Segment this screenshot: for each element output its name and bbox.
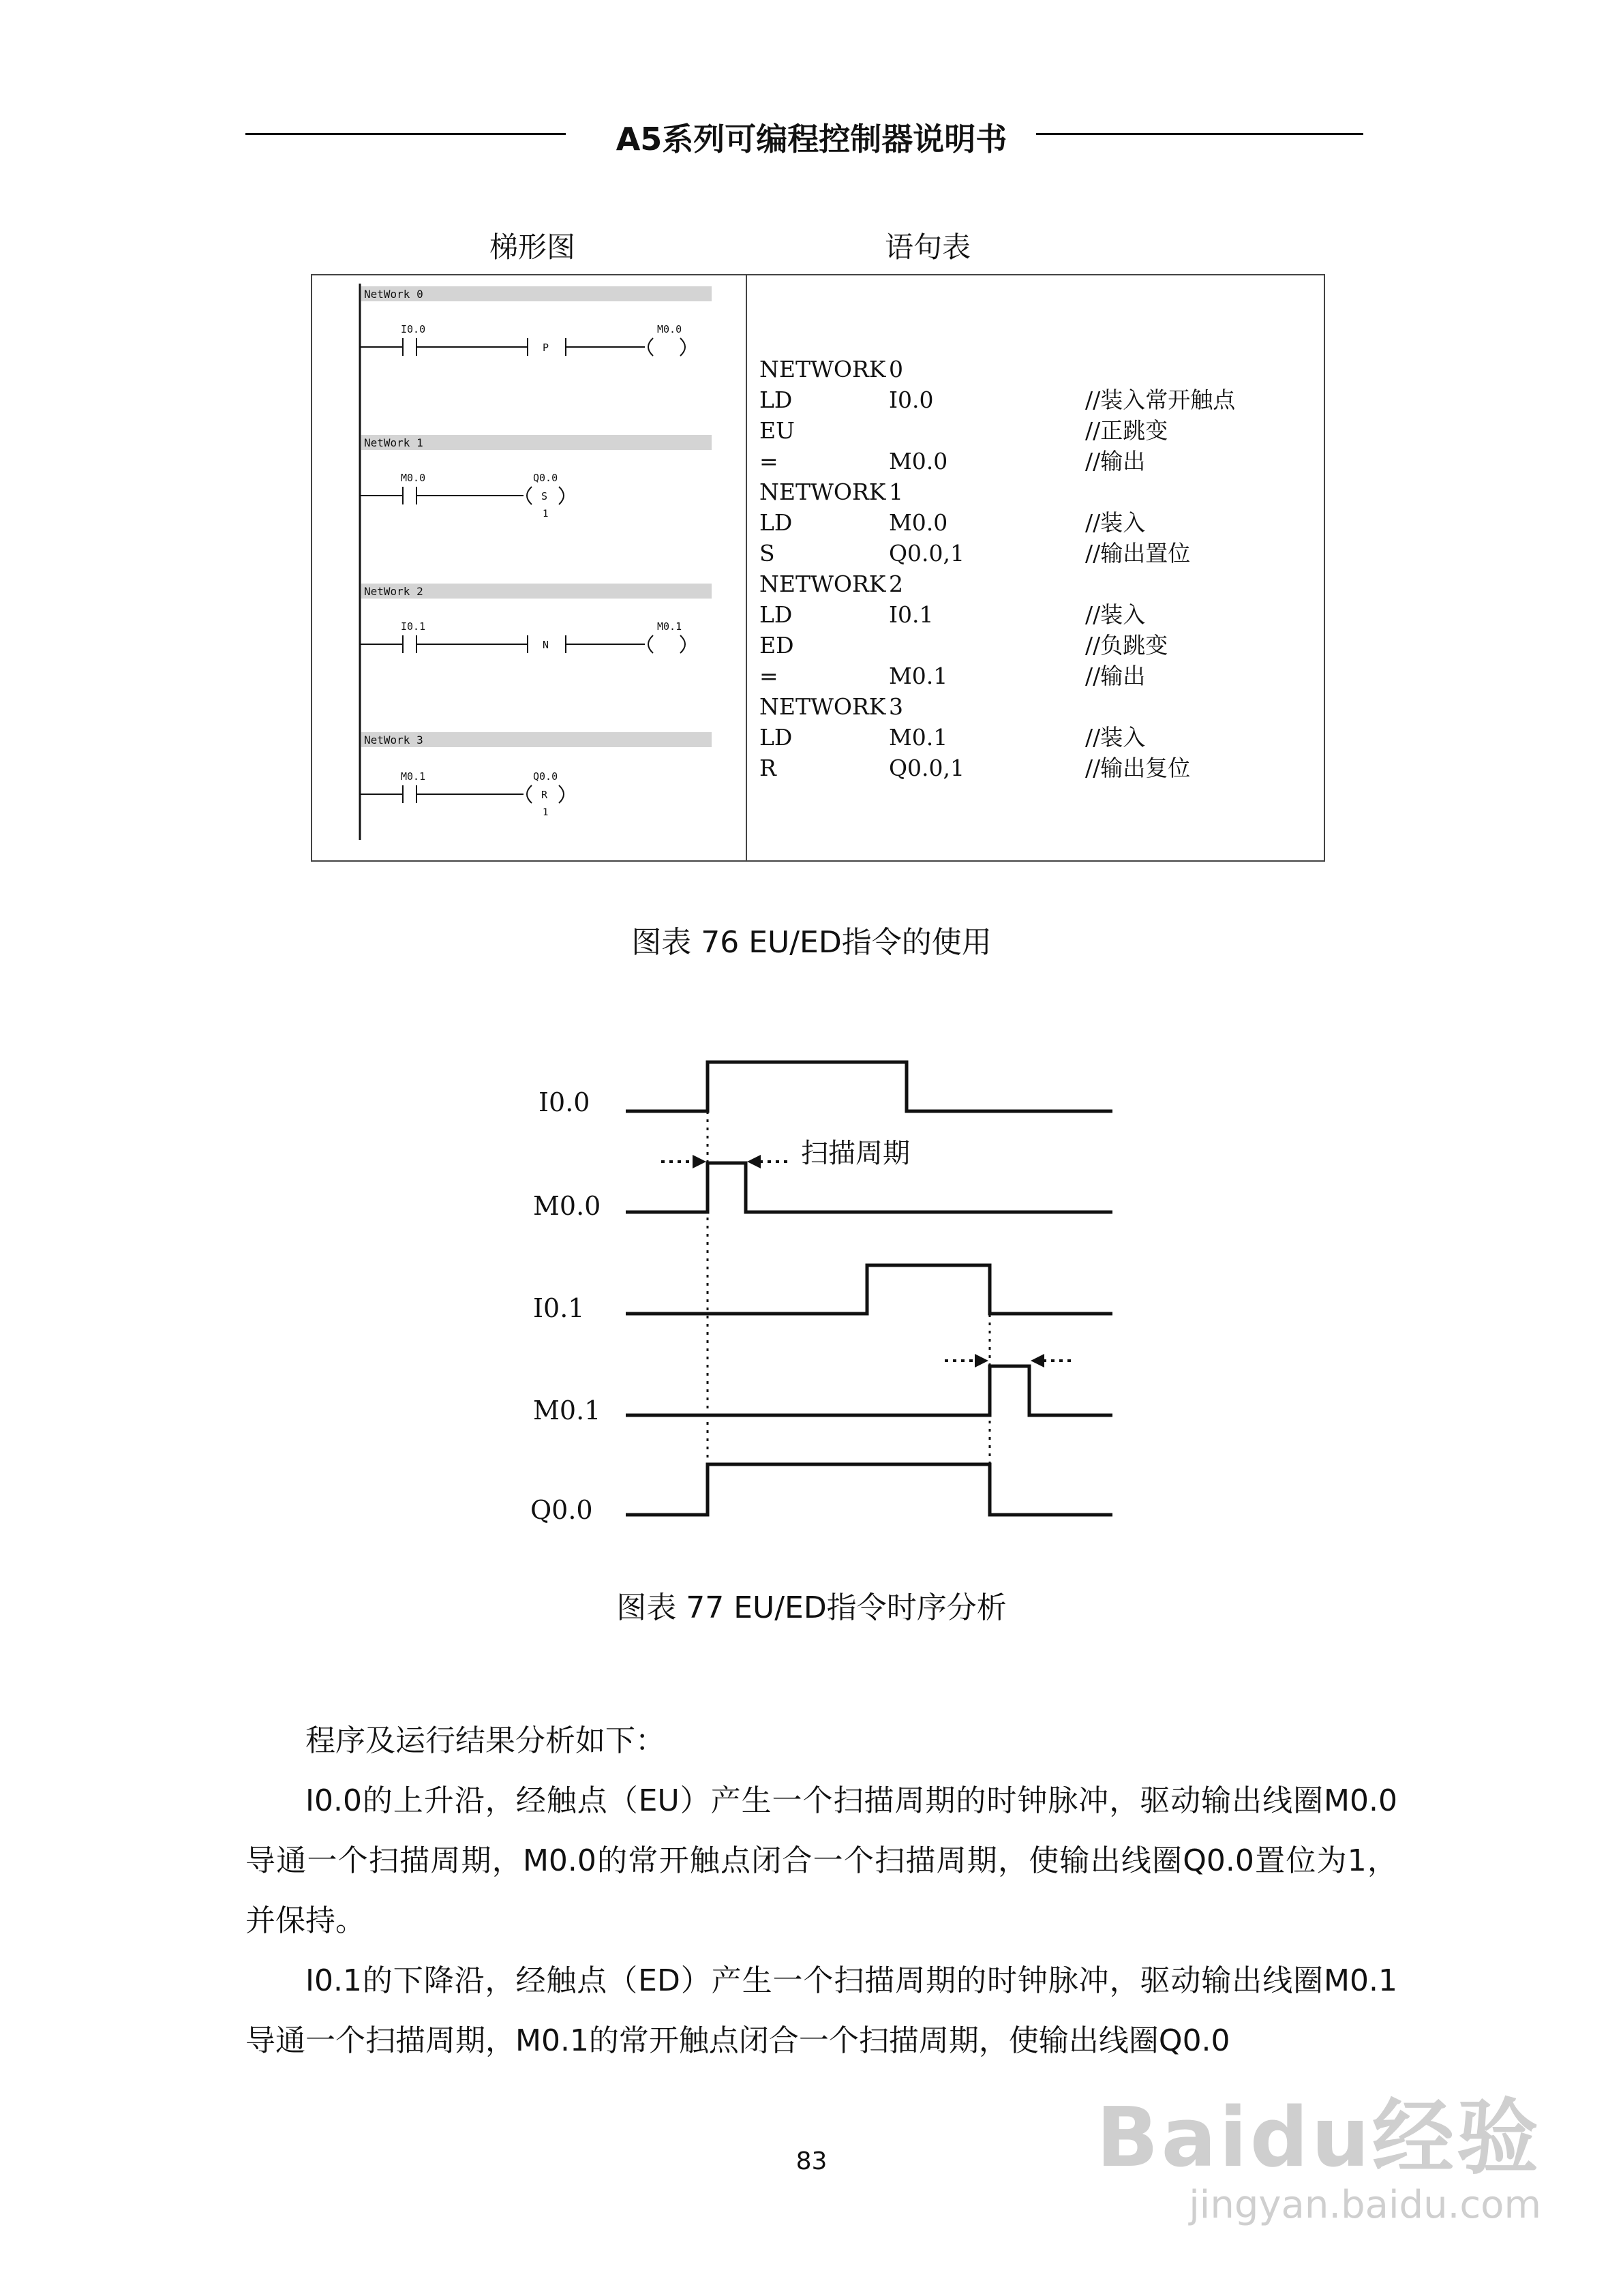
scan-arrow2-left-head <box>975 1354 988 1368</box>
ladder-network-0 <box>360 286 712 356</box>
figure-76-caption: 图表 76 EU/ED指令的使用 <box>631 925 992 960</box>
stl-op: NETWORK <box>759 693 886 720</box>
stl-arg: Q0.0,1 <box>889 540 965 567</box>
function-box-label: P <box>543 342 549 354</box>
coil-count: 1 <box>543 807 549 818</box>
network-label: NetWork 2 <box>364 585 423 598</box>
stl-comment: //输出 <box>1085 448 1146 474</box>
paragraph-2: I0.0的上升沿，经触点（EU）产生一个扫描周期的时钟脉冲，驱动输出线圈M0.0导通一个扫描周期，M0.0的常开触点闭合一个扫描周期，使输出线圈Q0.0置位为1，并保持。 <box>245 1783 1397 1938</box>
scan-period-label: 扫描周期 <box>801 1138 910 1169</box>
stl-arg: I0.0 <box>889 387 934 413</box>
stl-op: NETWORK <box>759 356 886 382</box>
coil-label: M0.0 <box>657 323 682 335</box>
signal-label-i00: I0.0 <box>539 1087 590 1117</box>
stl-arg: 0 <box>889 356 903 382</box>
waveform-m00 <box>626 1163 1112 1212</box>
stl-comment: //输出置位 <box>1085 540 1191 567</box>
coil-label: Q0.0 <box>533 472 558 484</box>
coil-count: 1 <box>543 509 549 519</box>
scan-arrow-left-head <box>693 1155 706 1168</box>
paragraph-1: 程序及运行结果分析如下： <box>305 1723 665 1758</box>
network-label: NetWork 0 <box>364 288 423 301</box>
stl-arg: 2 <box>889 571 903 597</box>
figure-77-caption: 图表 77 EU/ED指令时序分析 <box>616 1590 1007 1625</box>
watermark <box>1096 2072 1541 2227</box>
stl-op: R <box>759 755 776 781</box>
stl-op: LD <box>759 387 793 413</box>
stl-arg: M0.1 <box>889 724 948 751</box>
stl-op: = <box>759 448 778 474</box>
stl-op: ED <box>759 632 794 659</box>
network-label: NetWork 3 <box>364 734 423 746</box>
ladder-network-3 <box>360 732 712 818</box>
header-title: A5系列可编程控制器说明书 <box>616 121 1007 157</box>
stl-comment: //负跳变 <box>1085 632 1168 659</box>
signal-label-m00: M0.0 <box>533 1191 601 1221</box>
ladder-network-2 <box>360 584 712 653</box>
stl-comment: //装入 <box>1085 601 1146 628</box>
waveform-m01 <box>626 1366 1112 1415</box>
stl-arg: 3 <box>889 693 903 720</box>
stl-op: EU <box>759 417 795 444</box>
scan-arrow-right-head <box>747 1155 761 1168</box>
timing-diagram <box>0 1036 1623 1541</box>
waveform-i01 <box>626 1265 1112 1314</box>
contact-label: M0.0 <box>401 472 426 484</box>
signal-label-m01: M0.1 <box>533 1395 601 1425</box>
contact-label: I0.0 <box>401 323 426 335</box>
page-number: 83 <box>795 2147 828 2175</box>
function-box-label: N <box>543 639 549 651</box>
coil-op: S <box>541 490 548 502</box>
stl-arg: Q0.0,1 <box>889 755 965 781</box>
waveform-i00 <box>626 1062 1112 1111</box>
stl-comment: //装入 <box>1085 724 1146 751</box>
stl-op: = <box>759 663 778 689</box>
signal-label-q00: Q0.0 <box>530 1495 593 1525</box>
ladder-network-1 <box>360 435 712 519</box>
stl-arg: M0.1 <box>889 663 948 689</box>
stl-op: NETWORK <box>759 571 886 597</box>
contact-label: I0.1 <box>401 620 426 633</box>
stl-op: LD <box>759 601 793 628</box>
contact-label: M0.1 <box>401 770 426 783</box>
stl-arg: 1 <box>889 479 903 505</box>
stl-comment: //输出 <box>1085 663 1146 689</box>
watermark-url: jingyan.baidu.com <box>1189 2183 1541 2227</box>
stl-column-heading: 语句表 <box>885 230 971 264</box>
coil-label: Q0.0 <box>533 770 558 783</box>
stl-comment: //装入 <box>1085 509 1146 536</box>
coil-label: M0.1 <box>657 620 682 633</box>
stl-op: S <box>759 540 775 567</box>
stl-arg: M0.0 <box>889 509 948 536</box>
stl-comment: //输出复位 <box>1085 755 1191 781</box>
stl-op: LD <box>759 509 793 536</box>
stl-op: LD <box>759 724 793 751</box>
paragraph-3: I0.1的下降沿，经触点（ED）产生一个扫描周期的时钟脉冲，驱动输出线圈M0.1导通一个扫描周期，M0.1的常开触点闭合一个扫描周期，使输出线圈Q0.0 <box>245 1963 1397 2058</box>
body-text <box>245 1711 1397 2071</box>
scan-arrow2-right-head <box>1031 1354 1044 1368</box>
ladder-stl-table <box>311 274 1325 862</box>
ladder-diagram <box>312 275 746 860</box>
signal-label-i01: I0.1 <box>533 1293 585 1323</box>
table-divider <box>746 275 747 860</box>
network-label: NetWork 1 <box>364 436 423 449</box>
waveform-q00 <box>626 1464 1112 1515</box>
ladder-column-heading: 梯形图 <box>489 230 576 264</box>
stl-arg: I0.1 <box>889 601 934 628</box>
stl-comment: //装入常开触点 <box>1085 387 1236 413</box>
stl-op: NETWORK <box>759 479 886 505</box>
stl-arg: M0.0 <box>889 448 948 474</box>
watermark-logo: Baidu经验 <box>1096 2091 1541 2186</box>
stl-comment: //正跳变 <box>1085 417 1168 444</box>
coil-op: R <box>541 789 548 801</box>
